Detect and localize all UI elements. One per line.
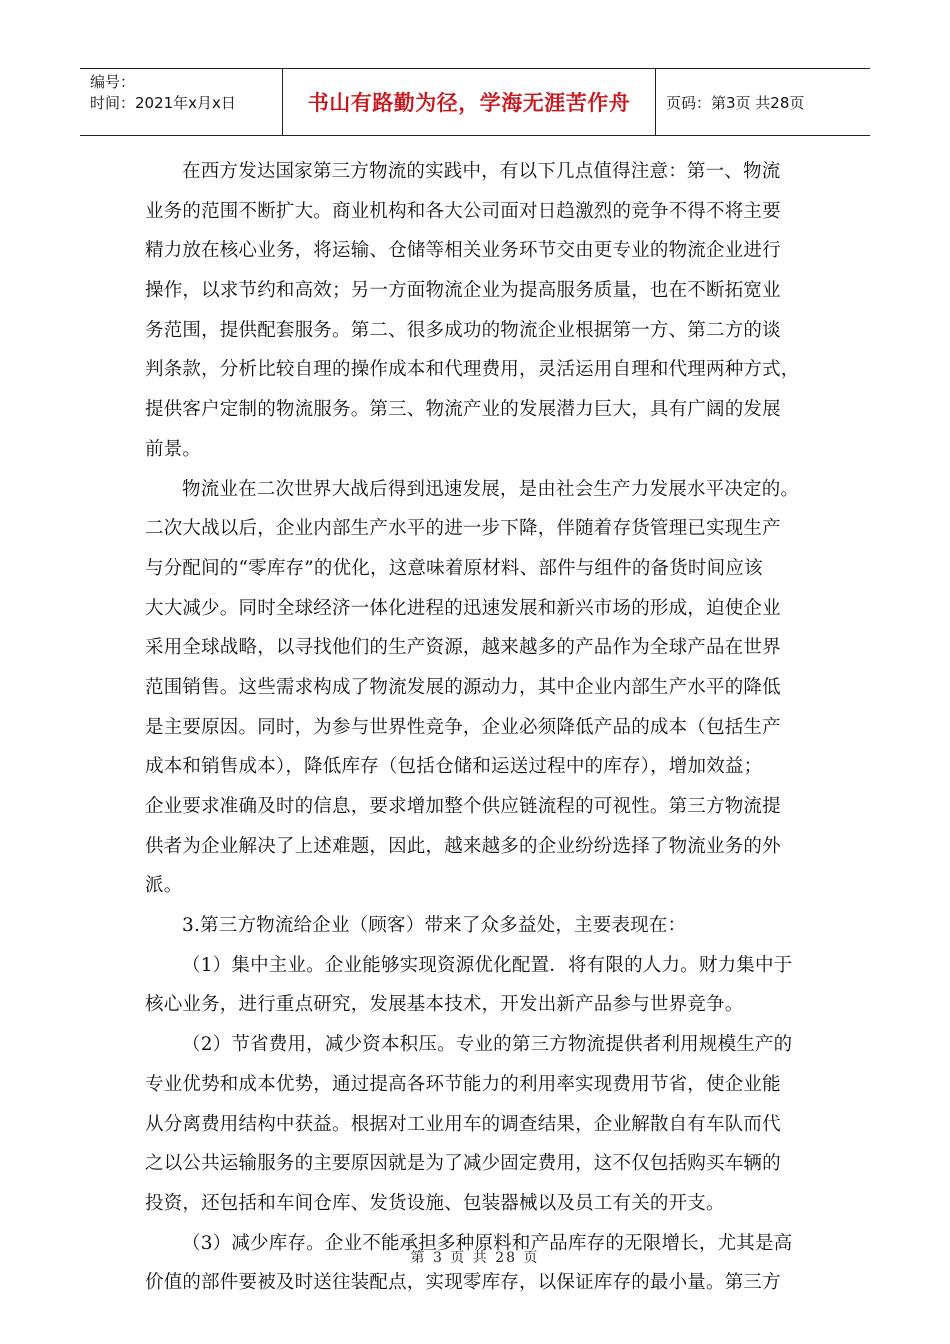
section-heading: 3.第三方物流给企业（顾客）带来了众多益处，主要表现在： [182, 915, 687, 937]
text-line: 专业优势和成本优势，通过提高各环节能力的利用率实现费用节省，使企业能 [145, 1073, 781, 1095]
text-line: 价值的部件要被及时送往装配点，实现零库存，以保证库存的最小量。第三方 [145, 1272, 781, 1294]
text-line: 提供客户定制的物流服务。第三、物流产业的发展潜力巨大，具有广阔的发展 [145, 399, 781, 421]
text-line: （1）集中主业。企业能够实现资源优化配置．将有限的人力。财力集中于 [182, 954, 793, 976]
number-label: 编号： [90, 73, 136, 91]
text-line: 前景。 [145, 438, 202, 460]
text-line: 物流业在二次世界大战后得到迅速发展，是由社会生产力发展水平决定的。 [182, 478, 800, 500]
text-line: 从分离费用结构中获益。根据对工业用车的调查结果，企业解散自有车队而代 [145, 1113, 781, 1135]
text-line: （2）节省费用，减少资本积压。专业的第三方物流提供者利用规模生产的 [182, 1034, 793, 1056]
text-line: 是主要原因。同时，为参与世界性竞争，企业必须降低产品的成本（包括生产 [145, 716, 781, 738]
text-line: 核心业务，进行重点研究，发展基本技术，开发出新产品参与世界竞争。 [145, 994, 744, 1016]
text-line: 之以公共运输服务的主要原因就是为了减少固定费用，这不仅包括购买车辆的 [145, 1153, 781, 1175]
text-line: 与分配间的“零库存”的优化，这意味着原材料、部件与组件的备货时间应该 [145, 557, 763, 579]
text-line: 判条款，分析比较自理的操作成本和代理费用，灵活运用自理和代理两种方式， [145, 359, 800, 381]
text-line: 在西方发达国家第三方物流的实践中，有以下几点值得注意：第一、物流 [182, 161, 781, 182]
text-line: 采用全球战略，以寻找他们的生产资源，越来越多的产品作为全球产品在世界 [145, 637, 781, 659]
document-body [145, 152, 810, 1303]
text-line: 企业要求准确及时的信息，要求增加整个供应链流程的可视性。第三方物流提 [145, 796, 781, 817]
time-label: 时间：2021年x月x日 [90, 94, 236, 112]
page-header [80, 68, 870, 136]
text-line: （3）减少库存。企业不能承担多种原料和产品库存的无限增长，尤其是高 [182, 1232, 793, 1254]
header-page-code: 页码：第3页 共28页 [666, 93, 805, 112]
text-line: 精力放在核心业务，将运输、仓储等相关业务环节交由更专业的物流企业进行 [145, 240, 781, 262]
page-footer: 第 3 页 共 28 页 [410, 1250, 540, 1266]
text-line: 供者为企业解决了上述难题，因此，越来越多的企业纷纷选择了物流业务的外 [145, 835, 781, 857]
text-line: 操作，以求节约和高效；另一方面物流企业为提高服务质量，也在不断拓宽业 [145, 280, 781, 302]
header-motto: 书山有路勤为径，学海无涯苦作舟 [283, 69, 656, 135]
text-line: 二次大战以后，企业内部生产水平的进一步下降，伴随着存货管理已实现生产 [145, 518, 781, 540]
text-line: 投资，还包括和车间仓库、发货设施、包装器械以及员工有关的开支。 [145, 1192, 725, 1214]
text-line: 成本和销售成本），降低库存（包括仓储和运送过程中的库存），增加效益； [145, 756, 763, 778]
text-line: 业务的范围不断扩大。商业机构和各大公司面对日趋激烈的竞争不得不将主要 [145, 200, 781, 222]
text-line: 大大减少。同时全球经济一体化进程的迅速发展和新兴市场的形成，迫使企业 [145, 597, 781, 619]
text-line: 派。 [145, 875, 183, 897]
text-line: 范围销售。这些需求构成了物流发展的源动力，其中企业内部生产水平的降低 [145, 676, 781, 698]
text-line: 务范围，提供配套服务。第二、很多成功的物流企业根据第一方、第二方的谈 [145, 319, 781, 341]
header-meta [80, 69, 283, 135]
